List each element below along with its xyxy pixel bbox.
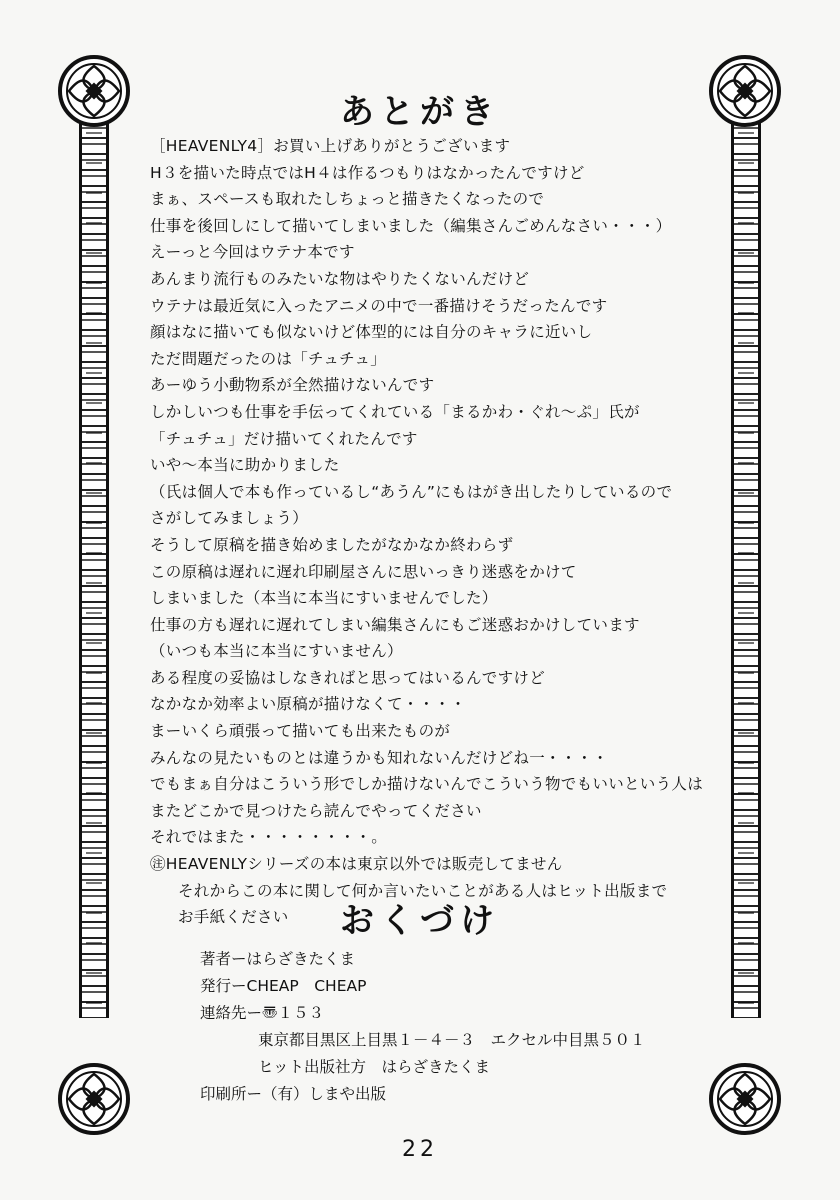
text-line: この原稿は遅れに遅れ印刷屋さんに思いっきり迷惑をかけて bbox=[150, 562, 577, 581]
colophon-author: 著者ーはらざきたくま bbox=[200, 950, 356, 968]
afterword-body bbox=[150, 133, 710, 931]
right-ornamental-border bbox=[731, 118, 761, 1018]
afterword-title: あとがき bbox=[340, 92, 500, 132]
text-line: しまいました（本当に本当にすいませんでした） bbox=[150, 589, 498, 608]
text-line: えーっと今回はウテナ本です bbox=[150, 243, 355, 262]
note-line: お手紙ください bbox=[178, 908, 289, 927]
colophon-address: 東京都目黒区上目黒１－４－３ エクセル中目黒５０１ bbox=[258, 1031, 646, 1049]
text-line: （いつも本当に本当にすいません） bbox=[150, 642, 403, 661]
note-line: それからこの本に関して何か言いたいことがある人はヒット出版まで bbox=[178, 881, 668, 900]
text-line: そうして原稿を描き始めましたがなかなか終わらず bbox=[150, 535, 514, 554]
page-number: 22 bbox=[402, 1137, 438, 1162]
text-line: 顔はなに描いても似ないけど体型的には自分のキャラに近いし bbox=[150, 323, 593, 342]
left-ornamental-border bbox=[79, 118, 109, 1018]
text-line: ウテナは最近気に入ったアニメの中で一番描けそうだったんです bbox=[150, 296, 608, 315]
note-line: ㊟HEAVENLYシリーズの本は東京以外では販売してません bbox=[150, 855, 563, 874]
bottom-left-medallion-icon bbox=[57, 1062, 131, 1136]
text-line: さがしてみましょう） bbox=[150, 509, 309, 528]
text-line: いや〜本当に助かりました bbox=[150, 456, 340, 475]
text-line: でもまぁ自分はこういう形でしか描けないんでこういう物でもいいという人は bbox=[150, 775, 704, 794]
text-line: （氏は個人で本も作っているし“あうん”にもはがき出したりしているので bbox=[150, 482, 673, 501]
text-line: H３を描いた時点ではH４は作るつもりはなかったんですけど bbox=[150, 163, 585, 182]
text-line: 仕事の方も遅れに遅れてしまい編集さんにもご迷惑おかけしています bbox=[150, 615, 640, 634]
text-line: またどこかで見つけたら読んでやってください bbox=[150, 801, 482, 820]
text-line: ある程度の妥協はしなきればと思ってはいるんですけど bbox=[150, 668, 546, 687]
text-line: ［HEAVENLY4］お買い上げありがとうございます bbox=[150, 137, 511, 155]
colophon-printer: 印刷所ー（有）しまや出版 bbox=[200, 1085, 387, 1103]
colophon-title: おくづけ bbox=[340, 901, 500, 941]
colophon-details bbox=[200, 946, 720, 1108]
text-line: しかしいつも仕事を手伝ってくれている「まるかわ・ぐれ〜ぷ」氏が bbox=[150, 402, 640, 421]
text-line: みんなの見たいものとは違うかも知れないんだけどね一・・・・ bbox=[150, 748, 609, 767]
text-line: なかなか効率よい原稿が描けなくて・・・・ bbox=[150, 695, 467, 714]
text-line: 仕事を後回しにして描いてしまいました（編集さんごめんなさい・・・） bbox=[150, 216, 672, 235]
text-line: ただ問題だったのは「チュチュ」 bbox=[150, 349, 387, 368]
text-line: あーゆう小動物系が全然描けないんです bbox=[150, 376, 435, 395]
colophon-publisher: 発行ーCHEAP CHEAP bbox=[200, 977, 367, 995]
colophon-contact: 連絡先ー〠１５３ bbox=[200, 1004, 325, 1022]
text-line: まぁ、スペースも取れたしちょっと描きたくなったので bbox=[150, 190, 545, 209]
text-line: あんまり流行ものみたいな物はやりたくないんだけど bbox=[150, 269, 530, 288]
colophon-care-of: ヒット出版社方 はらざきたくま bbox=[258, 1058, 491, 1076]
text-line: 「チュチュ」だけ描いてくれたんです bbox=[150, 429, 418, 448]
text-line: まーいくら頑張って描いても出来たものが bbox=[150, 722, 451, 741]
text-line: それではまた・・・・・・・・。 bbox=[150, 828, 388, 847]
